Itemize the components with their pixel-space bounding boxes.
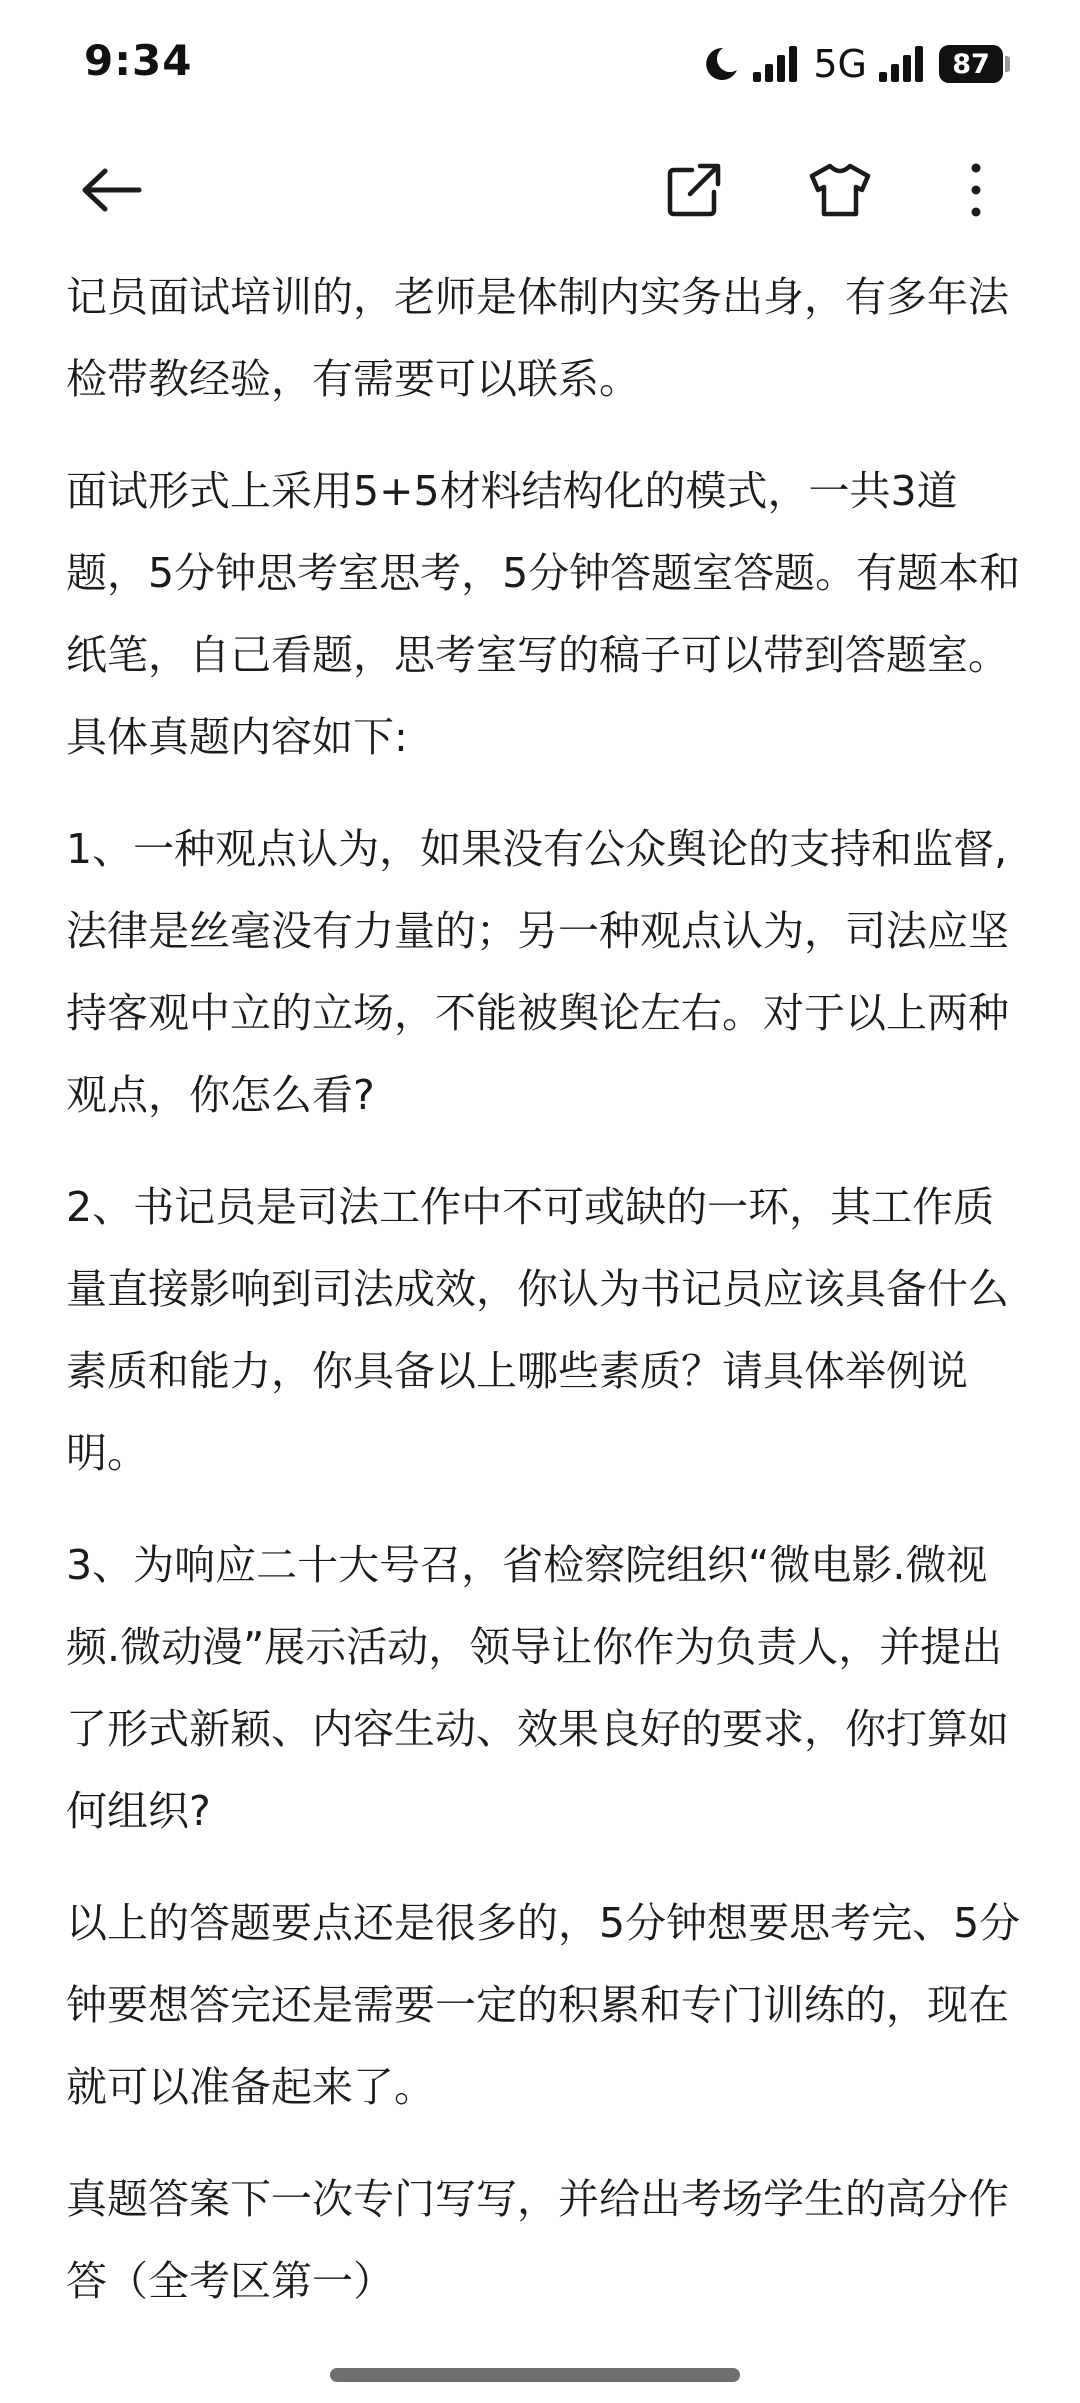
paragraph: 1、一种观点认为，如果没有公众舆论的支持和监督,法律是丝毫没有力量的；另一种观点认为，司法应坚持客观中立的立场，不能被舆论左右。对于以上两种观点，你怎么看? bbox=[66, 825, 1009, 1119]
paragraph: 以上的答题要点还是很多的，5分钟想要思考完、5分钟要想答完还是需要一定的积累和专门训练的，现在就可以准备起来了。 bbox=[66, 1899, 1021, 2111]
more-vertical-icon bbox=[966, 160, 986, 220]
more-button[interactable] bbox=[936, 150, 1016, 230]
battery-cap bbox=[1005, 56, 1010, 72]
paragraph: 真题答案下一次专门写写，并给出考场学生的高分作答（全考区第一） bbox=[66, 2175, 1009, 2305]
back-arrow-icon bbox=[77, 165, 143, 215]
moon-icon bbox=[701, 44, 741, 84]
article-body bbox=[66, 256, 1026, 2352]
home-indicator[interactable] bbox=[330, 2368, 740, 2382]
top-toolbar bbox=[0, 140, 1080, 240]
paragraph: 面试形式上采用5+5材料结构化的模式，一共3道题，5分钟思考室思考，5分钟答题室答题。有题本和纸笔，自己看题，思考室写的稿子可以带到答题室。具体真题内容如下: bbox=[66, 467, 1021, 761]
network-type: 5G bbox=[813, 42, 867, 86]
status-time: 9:34 bbox=[84, 36, 193, 85]
status-bar bbox=[0, 0, 1080, 130]
share-icon bbox=[664, 160, 724, 220]
battery-icon bbox=[939, 45, 1010, 83]
back-button[interactable] bbox=[70, 150, 150, 230]
status-icons bbox=[701, 42, 1010, 86]
signal-icon bbox=[751, 44, 803, 84]
shirt-icon bbox=[808, 160, 872, 220]
battery-level: 87 bbox=[939, 45, 1003, 83]
paragraph: 记员面试培训的，老师是体制内实务出身，有多年法检带教经验，有需要可以联系。 bbox=[66, 273, 1009, 403]
share-button[interactable] bbox=[654, 150, 734, 230]
theme-button[interactable] bbox=[800, 150, 880, 230]
paragraph: 2、书记员是司法工作中不可或缺的一环，其工作质量直接影响到司法成效，你认为书记员应该具备什么素质和能力，你具备以上哪些素质？请具体举例说明。 bbox=[66, 1183, 1009, 1477]
paragraph: 3、为响应二十大号召，省检察院组织“微电影.微视频.微动漫”展示活动，领导让你作为负责人，并提出了形式新颖、内容生动、效果良好的要求，你打算如何组织? bbox=[66, 1541, 1009, 1835]
signal-icon bbox=[877, 44, 929, 84]
